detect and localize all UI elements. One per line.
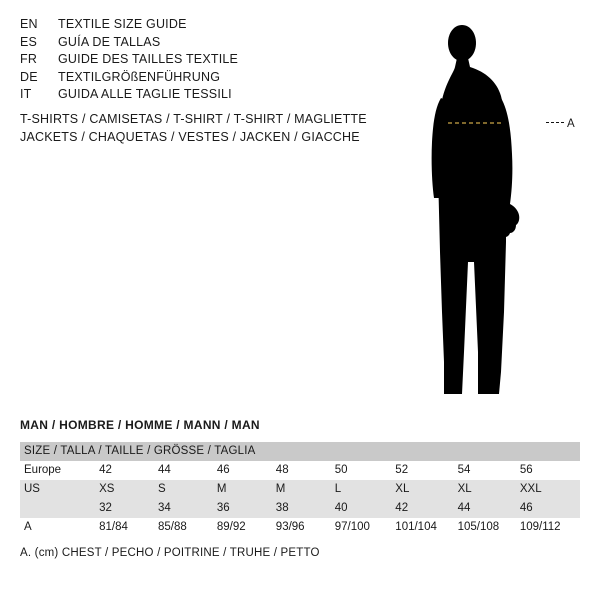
language-list bbox=[20, 16, 400, 104]
cell: 54 bbox=[456, 461, 518, 480]
row-label: US bbox=[20, 480, 97, 499]
language-code: DE bbox=[20, 69, 38, 84]
language-code: ES bbox=[20, 34, 38, 49]
language-text: TEXTILE SIZE GUIDE bbox=[58, 17, 187, 31]
cell: 44 bbox=[456, 499, 518, 518]
language-text: GUIDA ALLE TAGLIE TESSILI bbox=[58, 87, 232, 101]
language-code: FR bbox=[20, 52, 38, 66]
language-row bbox=[20, 16, 400, 34]
table-header-row bbox=[20, 442, 580, 461]
cell: 42 bbox=[393, 499, 455, 518]
cell: 101/104 bbox=[393, 518, 455, 537]
cell: 46 bbox=[215, 461, 274, 480]
cell: 97/100 bbox=[333, 518, 394, 537]
cell: XL bbox=[456, 480, 518, 499]
cell: 40 bbox=[333, 499, 394, 518]
cell: 52 bbox=[393, 461, 455, 480]
table-row bbox=[20, 480, 580, 499]
cell: 46 bbox=[518, 499, 580, 518]
table-title: MAN / HOMBRE / HOMME / MANN / MAN bbox=[20, 418, 260, 432]
cell: 105/108 bbox=[456, 518, 518, 537]
cell: 93/96 bbox=[274, 518, 333, 537]
cell: XL bbox=[393, 480, 455, 499]
garment-line-jackets: JACKETS / CHAQUETAS / VESTES / JACKEN / GIACCHE bbox=[20, 130, 360, 144]
cell: M bbox=[215, 480, 274, 499]
cell: 42 bbox=[97, 461, 156, 480]
language-text: GUÍA DE TALLAS bbox=[58, 34, 161, 49]
cell: 32 bbox=[97, 499, 156, 518]
cell: XXL bbox=[518, 480, 580, 499]
cell: 36 bbox=[215, 499, 274, 518]
cell: 38 bbox=[274, 499, 333, 518]
language-code: EN bbox=[20, 17, 38, 31]
cell: L bbox=[333, 480, 394, 499]
language-row bbox=[20, 69, 400, 87]
table-row bbox=[20, 518, 580, 537]
row-label: Europe bbox=[20, 461, 97, 480]
cell: 89/92 bbox=[215, 518, 274, 537]
language-row bbox=[20, 51, 400, 69]
cell: XS bbox=[97, 480, 156, 499]
cell: 85/88 bbox=[156, 518, 215, 537]
cell: 50 bbox=[333, 461, 394, 480]
table-header-label: SIZE / TALLA / TAILLE / GRÖSSE / TAGLIA bbox=[20, 442, 580, 461]
cell: 44 bbox=[156, 461, 215, 480]
measure-label-a: A bbox=[567, 118, 575, 130]
garment-type-list bbox=[20, 110, 420, 146]
measure-leader-line bbox=[546, 122, 564, 124]
language-row bbox=[20, 34, 400, 52]
male-silhouette-icon bbox=[400, 12, 600, 407]
male-figure-illustration bbox=[400, 12, 600, 407]
row-label: A bbox=[20, 518, 97, 537]
cell: 81/84 bbox=[97, 518, 156, 537]
language-code: IT bbox=[20, 87, 32, 101]
cell: 34 bbox=[156, 499, 215, 518]
table-row bbox=[20, 461, 580, 480]
language-text: TEXTILGRÖßENFÜHRUNG bbox=[58, 69, 221, 84]
table-row bbox=[20, 499, 580, 518]
cell: 109/112 bbox=[518, 518, 580, 537]
cell: S bbox=[156, 480, 215, 499]
footnote: A. (cm) CHEST / PECHO / POITRINE / TRUHE / PETTO bbox=[20, 547, 320, 559]
language-text: GUIDE DES TAILLES TEXTILE bbox=[58, 52, 239, 66]
garment-line-tshirts: T-SHIRTS / CAMISETAS / T-SHIRT / T-SHIRT / MAGLIETTE bbox=[20, 112, 367, 126]
cell: 56 bbox=[518, 461, 580, 480]
cell: 48 bbox=[274, 461, 333, 480]
cell: M bbox=[274, 480, 333, 499]
size-table bbox=[20, 442, 580, 537]
row-label bbox=[20, 499, 97, 518]
language-row bbox=[20, 86, 400, 104]
